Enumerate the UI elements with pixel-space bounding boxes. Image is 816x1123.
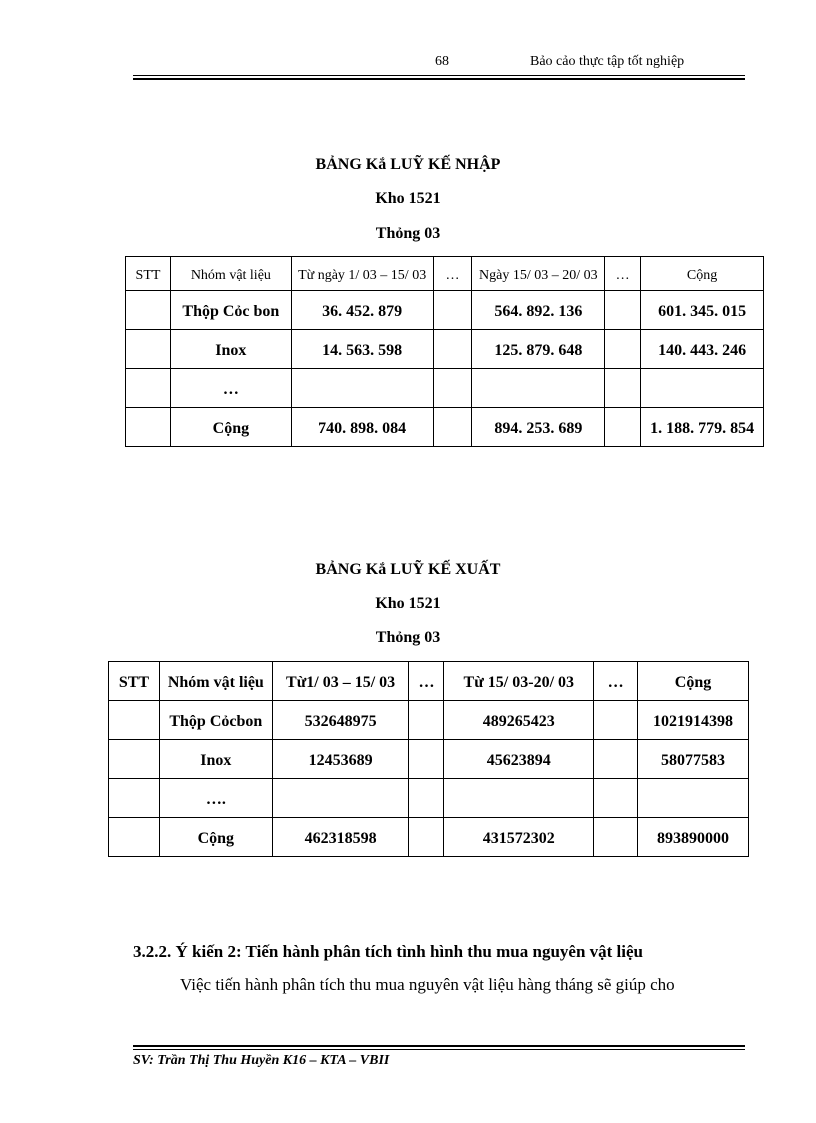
table-cell: Cộng [159,818,272,857]
table1-title: BẢNG Kắ LUỸ KẾ NHẬP [315,156,501,173]
header-cell: Nhóm vật liệu [159,662,272,701]
table-cell [594,818,638,857]
table-cell: 45623894 [444,740,594,779]
table-cell: 12453689 [272,740,409,779]
table-cell: 740. 898. 084 [291,408,433,447]
header-rule-top [133,75,745,76]
table-cell: 532648975 [272,701,409,740]
table-cell [638,779,749,818]
table-row [109,779,749,818]
table2-title: BẢNG Kắ LUỸ KẾ XUẤT [315,561,501,578]
footer-student-info: SV: Trần Thị Thu Huyền K16 – KTA – VBII [133,1053,390,1068]
table-header-row [109,662,749,701]
header-cell: Từ1/ 03 – 15/ 03 [272,662,409,701]
table-cell [126,330,171,369]
table2-subtitle-month: Thỏng 03 [375,629,441,646]
table-cell [409,818,444,857]
table-row [126,291,764,330]
table-cell [109,779,160,818]
header-cell: Ngày 15/ 03 – 20/ 03 [472,257,605,291]
table-cell [444,779,594,818]
table-cell: Thộp Cỏc bon [170,291,291,330]
table-cell: 564. 892. 136 [472,291,605,330]
header-cell: Từ 15/ 03-20/ 03 [444,662,594,701]
table-cell [433,291,472,330]
table-cell [109,818,160,857]
header-cell: Cộng [641,257,764,291]
table1-subtitle-month: Thỏng 03 [375,225,441,242]
header-cell: STT [126,257,171,291]
header-cell: Nhóm vật liệu [170,257,291,291]
table-cell: 893890000 [638,818,749,857]
header-cell: … [433,257,472,291]
table-cell [594,779,638,818]
table-total-row [109,818,749,857]
table-cell: 140. 443. 246 [641,330,764,369]
table-cell [433,408,472,447]
table-cell [409,701,444,740]
table-cell [291,369,433,408]
table-cell [594,701,638,740]
report-title: Bảo cảo thực tập tốt nghiệp [530,54,685,69]
table-cell: 36. 452. 879 [291,291,433,330]
table-cell: 462318598 [272,818,409,857]
table-cell: Cộng [170,408,291,447]
table-row [109,701,749,740]
table-cell [605,291,641,330]
table-cell: Inox [170,330,291,369]
header-cell: … [594,662,638,701]
table-cell [409,779,444,818]
table-cell: … [170,369,291,408]
table-cell [126,291,171,330]
import-summary-table [125,256,764,447]
table-row [109,740,749,779]
table-cell [109,701,160,740]
table-cell [605,330,641,369]
footer-rule-top [133,1045,745,1047]
table-cell [433,369,472,408]
table-cell: 1021914398 [638,701,749,740]
header-cell: … [605,257,641,291]
table-cell [472,369,605,408]
header-cell: … [409,662,444,701]
table-cell: 431572302 [444,818,594,857]
table-cell: 1. 188. 779. 854 [641,408,764,447]
section-heading: 3.2.2. Ý kiến 2: Tiến hành phân tích tình hình thu mua nguyên vật liệu [133,942,644,961]
table-header-row [126,257,764,291]
table-cell: 125. 879. 648 [472,330,605,369]
footer-rule-bottom [133,1049,745,1050]
header-cell: STT [109,662,160,701]
table-cell [594,740,638,779]
header-rule-bottom [133,78,745,80]
table-cell: 601. 345. 015 [641,291,764,330]
export-summary-table [108,661,749,857]
header-cell: Cộng [638,662,749,701]
table-cell [126,369,171,408]
table-cell: Thộp Cỏcbon [159,701,272,740]
table-cell: Inox [159,740,272,779]
table-row [126,330,764,369]
table-cell [409,740,444,779]
header-cell: Từ ngày 1/ 03 – 15/ 03 [291,257,433,291]
table-cell [641,369,764,408]
table-cell: 894. 253. 689 [472,408,605,447]
table-cell [109,740,160,779]
table-total-row [126,408,764,447]
body-paragraph: Việc tiến hành phân tích thu mua nguyên vật liệu hàng tháng sẽ giúp cho [180,975,675,994]
table-cell: 489265423 [444,701,594,740]
table1-subtitle-warehouse: Kho 1521 [375,190,441,207]
table-cell [605,408,641,447]
page-number: 68 [435,54,449,69]
table-row [126,369,764,408]
table-cell [605,369,641,408]
table-cell: …. [159,779,272,818]
table-cell [126,408,171,447]
table-cell: 58077583 [638,740,749,779]
table-cell: 14. 563. 598 [291,330,433,369]
table-cell [272,779,409,818]
table-cell [433,330,472,369]
table2-subtitle-warehouse: Kho 1521 [375,595,441,612]
